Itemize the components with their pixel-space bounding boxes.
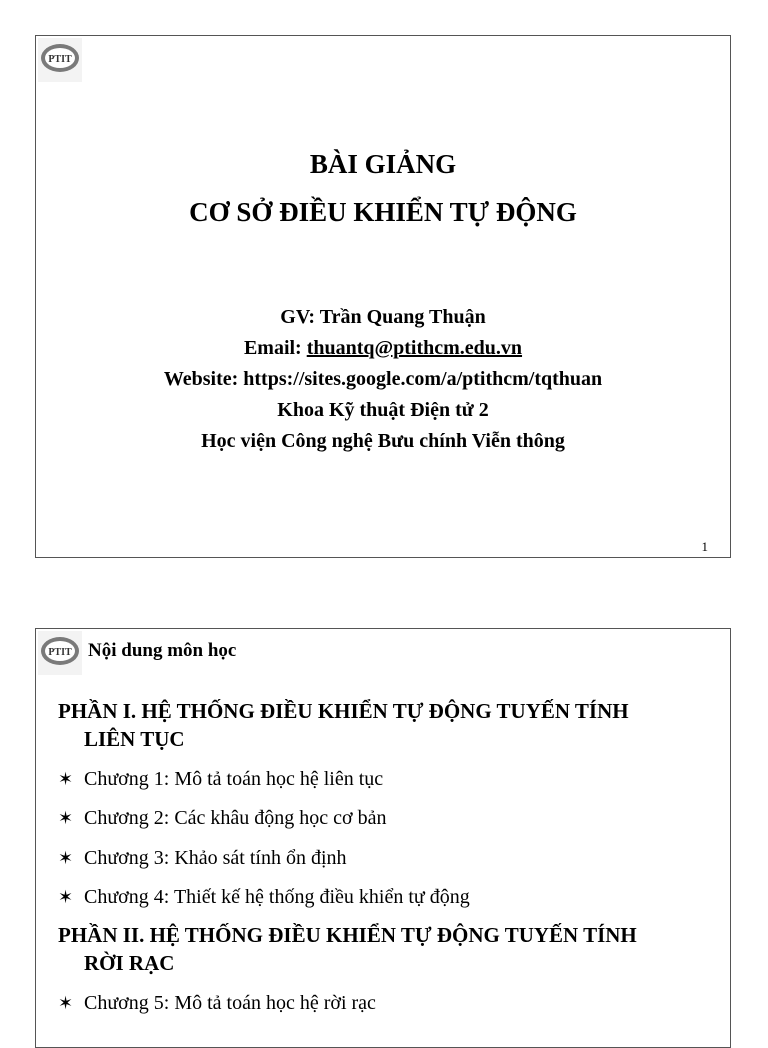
asterisk-bullet-icon: ✶ <box>58 993 74 1013</box>
ptit-logo-icon <box>38 38 82 82</box>
part-2-heading <box>58 921 718 977</box>
slide-2 <box>35 628 731 1048</box>
asterisk-bullet-icon: ✶ <box>58 769 74 789</box>
chapter-label: Chương 2: Các khâu động học cơ bản <box>84 807 387 829</box>
lecture-title-line-2: CƠ SỞ ĐIỀU KHIỂN TỰ ĐỘNG <box>189 197 577 227</box>
list-item <box>58 990 376 1016</box>
chapter-label: Chương 3: Khảo sát tính ổn định <box>84 847 347 869</box>
lecturer-name: GV: Trần Quang Thuận <box>280 306 486 328</box>
part-1-line-1: PHẦN I. HỆ THỐNG ĐIỀU KHIỂN TỰ ĐỘNG TUYẾN TÍNH <box>58 699 629 723</box>
list-item <box>58 766 383 792</box>
part-2-line-2: RỜI RẠC <box>84 951 175 975</box>
asterisk-bullet-icon: ✶ <box>58 808 74 828</box>
ptit-logo-icon <box>38 631 82 675</box>
lecture-title-line-1: BÀI GIẢNG <box>309 149 457 179</box>
asterisk-bullet-icon: ✶ <box>58 848 74 868</box>
department-line: Khoa Kỹ thuật Điện tử 2 <box>277 399 489 421</box>
email-label: Email: <box>243 337 307 359</box>
list-item <box>58 845 347 871</box>
svg-text:PTIT: PTIT <box>48 54 72 65</box>
chapter-label: Chương 5: Mô tả toán học hệ rời rạc <box>84 992 376 1014</box>
institute-line: Học viện Công nghệ Bưu chính Viễn thông <box>201 430 565 452</box>
lecturer-info <box>36 302 730 457</box>
list-item <box>58 884 470 910</box>
website-line[interactable]: Website: https://sites.google.com/a/ptithcm/tqthuan <box>163 368 603 390</box>
asterisk-bullet-icon: ✶ <box>58 887 74 907</box>
chapter-label: Chương 4: Thiết kế hệ thống điều khiển tự động <box>84 886 470 908</box>
part-1-heading <box>58 697 718 753</box>
slide-header: Nội dung môn học <box>88 640 237 661</box>
list-item <box>58 805 387 831</box>
part-2-line-1: PHẦN II. HỆ THỐNG ĐIỀU KHIỂN TỰ ĐỘNG TUYẾN TÍNH <box>58 923 637 947</box>
email-line <box>36 333 730 364</box>
part-1-line-2: LIÊN TỤC <box>84 727 185 751</box>
svg-text:PTIT: PTIT <box>48 647 72 658</box>
slide-1 <box>35 35 731 558</box>
chapter-label: Chương 1: Mô tả toán học hệ liên tục <box>84 768 384 790</box>
email-link[interactable]: thuantq@ptithcm.edu.vn <box>306 337 523 359</box>
page-number: 1 <box>701 539 708 554</box>
